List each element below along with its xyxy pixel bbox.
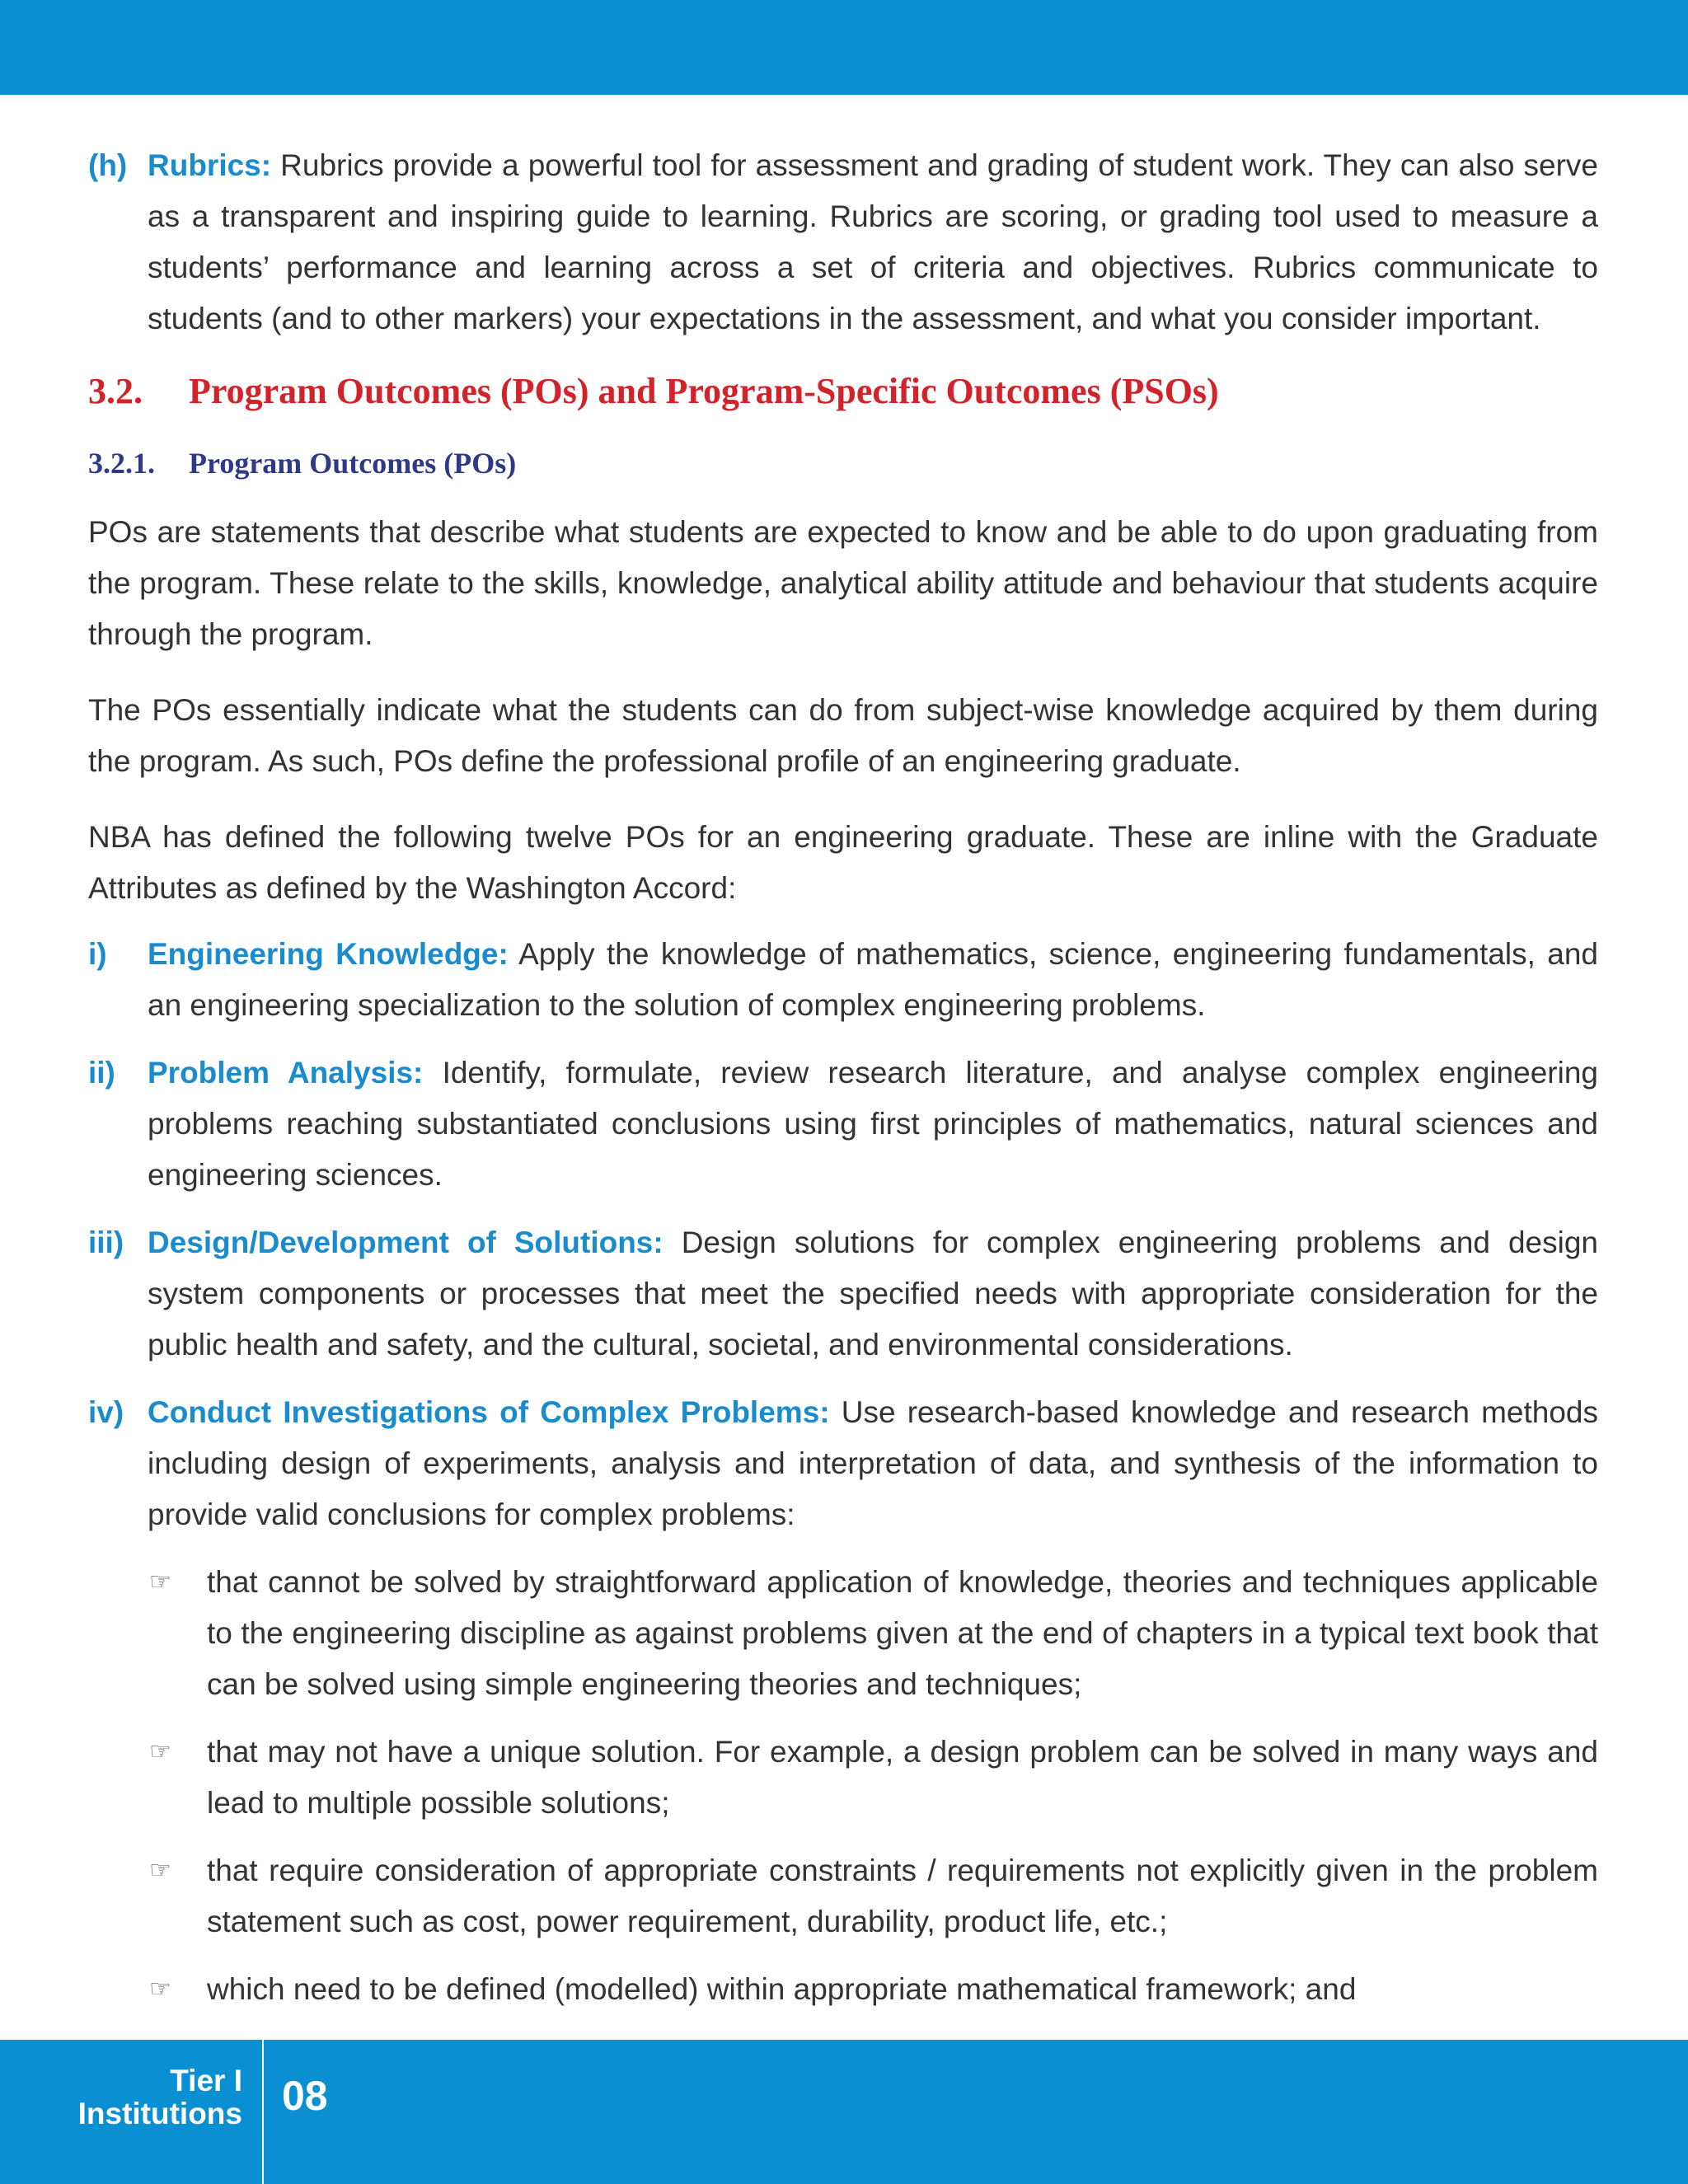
bullet-text: which need to be defined (modelled) within appropriate mathematical framework; and xyxy=(207,1972,1357,2006)
footer-bar xyxy=(0,2040,1688,2184)
footer-tier-label xyxy=(0,2064,242,2130)
bullet-item xyxy=(88,1845,1598,1947)
rubrics-item xyxy=(88,140,1598,344)
subsection-number: 3.2.1. xyxy=(88,447,155,480)
page-content xyxy=(88,140,1598,2015)
item-marker: i) xyxy=(88,937,107,971)
outcome-item xyxy=(88,929,1598,1031)
item-marker: iii) xyxy=(88,1226,124,1259)
item-text: Design solutions for complex engineering problems and design system components or processes that meet the specified needs with appropriate consideration for the public health and safety, and the cultural, societal, and environmental considerations. xyxy=(148,1226,1598,1361)
bullet-item xyxy=(88,1964,1598,2015)
outcome-item xyxy=(88,1047,1598,1201)
footer-divider xyxy=(262,2040,264,2184)
item-marker: ii) xyxy=(88,1056,115,1090)
bullet-item xyxy=(88,1557,1598,1710)
subsection-title: Program Outcomes (POs) xyxy=(189,447,517,480)
item-text: Identify, formulate, review research literature, and analyse complex engineering problems reaching substantiated conclusions using first principles of mathematics, natural sciences and engineering sciences. xyxy=(148,1056,1598,1192)
bullet-item xyxy=(88,1727,1598,1829)
item-term: Conduct Investigations of Complex Problems: xyxy=(148,1395,830,1429)
section-number: 3.2. xyxy=(88,371,143,411)
page-number: 08 xyxy=(282,2073,328,2119)
bullet-text: that require consideration of appropriate constraints / requirements not explicitly given in the problem statement such as cost, power requirement, durability, product life, etc.; xyxy=(207,1854,1598,1938)
subsection-heading xyxy=(88,441,1598,485)
bullet-text: that cannot be solved by straightforward application of knowledge, theories and techniques applicable to the engineering discipline as against problems given at the end of chapters in a typical text book that can be solved using simple engineering theories and techniques; xyxy=(207,1565,1598,1701)
item-text: Use research-based knowledge and research methods including design of experiments, analysis and interpretation of data, and synthesis of the information to provide valid conclusions for complex problems: xyxy=(148,1395,1598,1531)
item-term: Engineering Knowledge: xyxy=(148,937,509,971)
item-marker: (h) xyxy=(88,148,128,182)
bullet-text: that may not have a unique solution. For example, a design problem can be solved in many ways and lead to multiple possible solutions; xyxy=(207,1735,1598,1820)
section-heading xyxy=(88,367,1598,416)
tier-line: Institutions xyxy=(77,2097,242,2130)
outcome-item xyxy=(88,1217,1598,1371)
item-text: Rubrics provide a powerful tool for assessment and grading of student work. They can also serve as a transparent and inspiring guide to learning. Rubrics are scoring, or grading tool used to measure a students’ performance and learning across a set of criteria and objectives. Rubrics communicate to students (and to other markers) your expectations in the assessment, and what you consider important. xyxy=(148,148,1598,335)
tier-line: Tier I xyxy=(170,2064,242,2097)
paragraph: NBA has defined the following twelve POs for an engineering graduate. These are inline with the Graduate Attributes as defined by the Washington Accord: xyxy=(88,820,1598,905)
item-marker: iv) xyxy=(88,1395,124,1429)
header-bar xyxy=(0,0,1688,95)
item-term: Rubrics: xyxy=(148,148,272,182)
paragraph: POs are statements that describe what students are expected to know and be able to do upon graduating from the program. These relate to the skills, knowledge, analytical ability attitude and behaviour that students acquire through the program. xyxy=(88,515,1598,651)
pointing-hand-icon: ☞ xyxy=(149,1738,171,1765)
item-term: Design/Development of Solutions: xyxy=(148,1226,663,1259)
pointing-hand-icon: ☞ xyxy=(149,1568,171,1596)
paragraph: The POs essentially indicate what the students can do from subject-wise knowledge acquired by them during the program. As such, POs define the professional profile of an engineering graduate. xyxy=(88,693,1598,778)
section-title: Program Outcomes (POs) and Program-Specific Outcomes (PSOs) xyxy=(189,371,1219,411)
item-text: Apply the knowledge of mathematics, science, engineering fundamentals, and an engineering specialization to the solution of complex engineering problems. xyxy=(148,937,1598,1022)
item-term: Problem Analysis: xyxy=(148,1056,424,1090)
outcome-item xyxy=(88,1387,1598,1540)
pointing-hand-icon: ☞ xyxy=(149,1857,171,1884)
pointing-hand-icon: ☞ xyxy=(149,1975,171,2003)
